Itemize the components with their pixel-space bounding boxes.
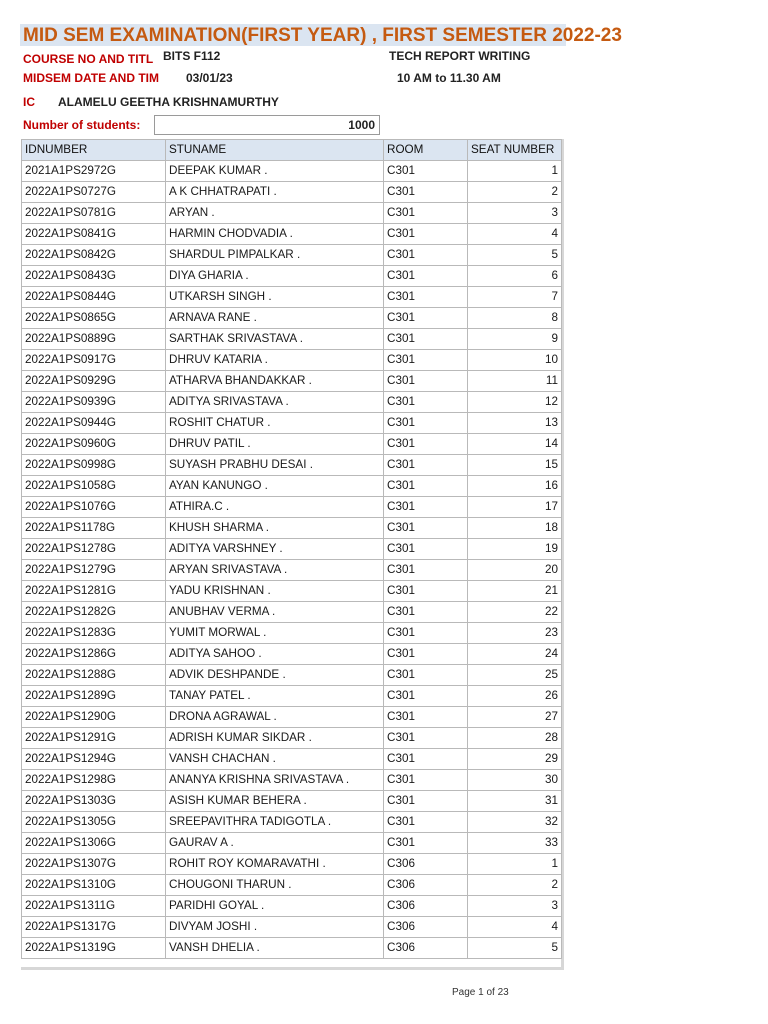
cell-seat-number: 25 bbox=[468, 665, 562, 686]
cell-seat-number: 14 bbox=[468, 434, 562, 455]
cell-stuname: DEEPAK KUMAR . bbox=[166, 161, 384, 182]
cell-idnumber: 2022A1PS0842G bbox=[22, 245, 166, 266]
cell-idnumber: 2021A1PS2972G bbox=[22, 161, 166, 182]
cell-room: C301 bbox=[384, 623, 468, 644]
cell-room: C301 bbox=[384, 203, 468, 224]
cell-seat-number: 11 bbox=[468, 371, 562, 392]
table-row bbox=[22, 182, 562, 203]
cell-room: C301 bbox=[384, 308, 468, 329]
cell-stuname: ANANYA KRISHNA SRIVASTAVA . bbox=[166, 770, 384, 791]
students-label: Number of students: bbox=[23, 118, 141, 132]
cell-stuname: ADITYA SAHOO . bbox=[166, 644, 384, 665]
cell-idnumber: 2022A1PS0917G bbox=[22, 350, 166, 371]
table-row bbox=[22, 308, 562, 329]
page-title: MID SEM EXAMINATION(FIRST YEAR) , FIRST SEMESTER 2022-23 bbox=[23, 25, 622, 46]
table-row bbox=[22, 749, 562, 770]
cell-room: C306 bbox=[384, 896, 468, 917]
cell-seat-number: 28 bbox=[468, 728, 562, 749]
cell-seat-number: 4 bbox=[468, 224, 562, 245]
exam-time: 10 AM to 11.30 AM bbox=[397, 71, 501, 85]
table-row bbox=[22, 644, 562, 665]
cell-stuname: AYAN KANUNGO . bbox=[166, 476, 384, 497]
cell-idnumber: 2022A1PS1278G bbox=[22, 539, 166, 560]
cell-room: C301 bbox=[384, 560, 468, 581]
table-row bbox=[22, 350, 562, 371]
cell-idnumber: 2022A1PS1289G bbox=[22, 686, 166, 707]
cell-room: C301 bbox=[384, 329, 468, 350]
cell-stuname: ADRISH KUMAR SIKDAR . bbox=[166, 728, 384, 749]
cell-stuname: CHOUGONI THARUN . bbox=[166, 875, 384, 896]
cell-room: C301 bbox=[384, 539, 468, 560]
students-count-box bbox=[154, 115, 380, 135]
cell-seat-number: 22 bbox=[468, 602, 562, 623]
table-row bbox=[22, 833, 562, 854]
table-row bbox=[22, 875, 562, 896]
cell-stuname: ATHIRA.C . bbox=[166, 497, 384, 518]
cell-idnumber: 2022A1PS0844G bbox=[22, 287, 166, 308]
cell-room: C301 bbox=[384, 350, 468, 371]
date-label: MIDSEM DATE AND TIM bbox=[23, 71, 159, 85]
table-row bbox=[22, 203, 562, 224]
cell-room: C301 bbox=[384, 182, 468, 203]
cell-seat-number: 1 bbox=[468, 161, 562, 182]
cell-idnumber: 2022A1PS0960G bbox=[22, 434, 166, 455]
cell-room: C301 bbox=[384, 833, 468, 854]
cell-idnumber: 2022A1PS0865G bbox=[22, 308, 166, 329]
cell-room: C306 bbox=[384, 875, 468, 896]
cell-idnumber: 2022A1PS1178G bbox=[22, 518, 166, 539]
cell-seat-number: 20 bbox=[468, 560, 562, 581]
ic-name: ALAMELU GEETHA KRISHNAMURTHY bbox=[58, 95, 279, 109]
cell-seat-number: 24 bbox=[468, 644, 562, 665]
cell-stuname: ARYAN SRIVASTAVA . bbox=[166, 560, 384, 581]
cell-idnumber: 2022A1PS0939G bbox=[22, 392, 166, 413]
cell-seat-number: 16 bbox=[468, 476, 562, 497]
cell-stuname: PARIDHI GOYAL . bbox=[166, 896, 384, 917]
cell-seat-number: 5 bbox=[468, 245, 562, 266]
students-count: 1000 bbox=[348, 118, 375, 132]
cell-idnumber: 2022A1PS0889G bbox=[22, 329, 166, 350]
cell-room: C301 bbox=[384, 224, 468, 245]
cell-stuname: ROHIT ROY KOMARAVATHI . bbox=[166, 854, 384, 875]
table-row bbox=[22, 623, 562, 644]
cell-idnumber: 2022A1PS1307G bbox=[22, 854, 166, 875]
table-row bbox=[22, 812, 562, 833]
cell-stuname: TANAY PATEL . bbox=[166, 686, 384, 707]
table-row bbox=[22, 917, 562, 938]
cell-idnumber: 2022A1PS1290G bbox=[22, 707, 166, 728]
cell-room: C306 bbox=[384, 917, 468, 938]
page-number: Page 1 of 23 bbox=[452, 987, 509, 998]
cell-room: C301 bbox=[384, 644, 468, 665]
cell-seat-number: 3 bbox=[468, 896, 562, 917]
cell-room: C301 bbox=[384, 602, 468, 623]
cell-stuname: ATHARVA BHANDAKKAR . bbox=[166, 371, 384, 392]
cell-stuname: ADITYA SRIVASTAVA . bbox=[166, 392, 384, 413]
cell-seat-number: 27 bbox=[468, 707, 562, 728]
table-row bbox=[22, 329, 562, 350]
cell-room: C301 bbox=[384, 371, 468, 392]
course-title: TECH REPORT WRITING bbox=[389, 49, 531, 63]
cell-idnumber: 2022A1PS1298G bbox=[22, 770, 166, 791]
table-row bbox=[22, 602, 562, 623]
cell-stuname: DHRUV PATIL . bbox=[166, 434, 384, 455]
cell-idnumber: 2022A1PS0998G bbox=[22, 455, 166, 476]
cell-stuname: YADU KRISHNAN . bbox=[166, 581, 384, 602]
cell-stuname: DRONA AGRAWAL . bbox=[166, 707, 384, 728]
table-row bbox=[22, 413, 562, 434]
cell-seat-number: 29 bbox=[468, 749, 562, 770]
cell-idnumber: 2022A1PS0781G bbox=[22, 203, 166, 224]
cell-room: C301 bbox=[384, 455, 468, 476]
table-row bbox=[22, 728, 562, 749]
cell-stuname: VANSH DHELIA . bbox=[166, 938, 384, 959]
column-header-room: ROOM bbox=[384, 140, 468, 161]
cell-seat-number: 12 bbox=[468, 392, 562, 413]
cell-idnumber: 2022A1PS1279G bbox=[22, 560, 166, 581]
table-row bbox=[22, 518, 562, 539]
table-row bbox=[22, 224, 562, 245]
course-label: COURSE NO AND TITL bbox=[23, 52, 154, 66]
cell-room: C301 bbox=[384, 581, 468, 602]
cell-stuname: KHUSH SHARMA . bbox=[166, 518, 384, 539]
cell-stuname: UTKARSH SINGH . bbox=[166, 287, 384, 308]
cell-seat-number: 33 bbox=[468, 833, 562, 854]
table-row bbox=[22, 392, 562, 413]
cell-stuname: A K CHHATRAPATI . bbox=[166, 182, 384, 203]
cell-seat-number: 3 bbox=[468, 203, 562, 224]
cell-stuname: DIYA GHARIA . bbox=[166, 266, 384, 287]
column-header-stuname: STUNAME bbox=[166, 140, 384, 161]
cell-room: C301 bbox=[384, 245, 468, 266]
table-row bbox=[22, 770, 562, 791]
cell-idnumber: 2022A1PS1306G bbox=[22, 833, 166, 854]
cell-seat-number: 32 bbox=[468, 812, 562, 833]
cell-stuname: ASISH KUMAR BEHERA . bbox=[166, 791, 384, 812]
cell-stuname: SUYASH PRABHU DESAI . bbox=[166, 455, 384, 476]
cell-stuname: DHRUV KATARIA . bbox=[166, 350, 384, 371]
cell-room: C301 bbox=[384, 266, 468, 287]
seating-table bbox=[21, 139, 562, 959]
cell-stuname: SREEPAVITHRA TADIGOTLA . bbox=[166, 812, 384, 833]
table-header-row bbox=[22, 140, 562, 161]
cell-stuname: VANSH CHACHAN . bbox=[166, 749, 384, 770]
cell-idnumber: 2022A1PS1303G bbox=[22, 791, 166, 812]
cell-idnumber: 2022A1PS1310G bbox=[22, 875, 166, 896]
cell-seat-number: 8 bbox=[468, 308, 562, 329]
table-row bbox=[22, 581, 562, 602]
column-header-idnumber: IDNUMBER bbox=[22, 140, 166, 161]
cell-idnumber: 2022A1PS1058G bbox=[22, 476, 166, 497]
ic-label: IC bbox=[23, 95, 35, 109]
table-row bbox=[22, 896, 562, 917]
cell-idnumber: 2022A1PS1281G bbox=[22, 581, 166, 602]
cell-idnumber: 2022A1PS1288G bbox=[22, 665, 166, 686]
cell-room: C301 bbox=[384, 770, 468, 791]
table-row bbox=[22, 854, 562, 875]
table-row bbox=[22, 665, 562, 686]
cell-seat-number: 26 bbox=[468, 686, 562, 707]
cell-room: C301 bbox=[384, 791, 468, 812]
cell-seat-number: 5 bbox=[468, 938, 562, 959]
cell-seat-number: 2 bbox=[468, 875, 562, 896]
table-row bbox=[22, 938, 562, 959]
cell-seat-number: 23 bbox=[468, 623, 562, 644]
column-header-seat-number: SEAT NUMBER bbox=[468, 140, 562, 161]
cell-idnumber: 2022A1PS1291G bbox=[22, 728, 166, 749]
cell-idnumber: 2022A1PS1294G bbox=[22, 749, 166, 770]
cell-stuname: SHARDUL PIMPALKAR . bbox=[166, 245, 384, 266]
table-row bbox=[22, 266, 562, 287]
cell-idnumber: 2022A1PS1317G bbox=[22, 917, 166, 938]
cell-room: C301 bbox=[384, 707, 468, 728]
cell-idnumber: 2022A1PS1283G bbox=[22, 623, 166, 644]
table-row bbox=[22, 476, 562, 497]
cell-seat-number: 7 bbox=[468, 287, 562, 308]
cell-room: C301 bbox=[384, 812, 468, 833]
cell-seat-number: 15 bbox=[468, 455, 562, 476]
cell-stuname: YUMIT MORWAL . bbox=[166, 623, 384, 644]
course-number: BITS F112 bbox=[163, 49, 221, 63]
cell-seat-number: 19 bbox=[468, 539, 562, 560]
cell-room: C301 bbox=[384, 665, 468, 686]
cell-stuname: ADVIK DESHPANDE . bbox=[166, 665, 384, 686]
cell-seat-number: 6 bbox=[468, 266, 562, 287]
cell-stuname: ROSHIT CHATUR . bbox=[166, 413, 384, 434]
cell-seat-number: 9 bbox=[468, 329, 562, 350]
cell-idnumber: 2022A1PS0727G bbox=[22, 182, 166, 203]
table-shadow-bottom bbox=[21, 967, 564, 970]
cell-idnumber: 2022A1PS0843G bbox=[22, 266, 166, 287]
table-row bbox=[22, 686, 562, 707]
cell-stuname: ARNAVA RANE . bbox=[166, 308, 384, 329]
cell-idnumber: 2022A1PS1286G bbox=[22, 644, 166, 665]
cell-seat-number: 17 bbox=[468, 497, 562, 518]
cell-idnumber: 2022A1PS1076G bbox=[22, 497, 166, 518]
cell-stuname: GAURAV A . bbox=[166, 833, 384, 854]
cell-room: C301 bbox=[384, 497, 468, 518]
cell-room: C306 bbox=[384, 938, 468, 959]
cell-seat-number: 30 bbox=[468, 770, 562, 791]
cell-seat-number: 31 bbox=[468, 791, 562, 812]
cell-seat-number: 4 bbox=[468, 917, 562, 938]
cell-idnumber: 2022A1PS0944G bbox=[22, 413, 166, 434]
cell-room: C301 bbox=[384, 434, 468, 455]
cell-idnumber: 2022A1PS1311G bbox=[22, 896, 166, 917]
cell-stuname: ANUBHAV VERMA . bbox=[166, 602, 384, 623]
cell-room: C301 bbox=[384, 728, 468, 749]
table-row bbox=[22, 791, 562, 812]
table-row bbox=[22, 455, 562, 476]
cell-seat-number: 1 bbox=[468, 854, 562, 875]
cell-seat-number: 2 bbox=[468, 182, 562, 203]
table-row bbox=[22, 287, 562, 308]
table-row bbox=[22, 245, 562, 266]
table-row bbox=[22, 707, 562, 728]
table-row bbox=[22, 560, 562, 581]
cell-room: C301 bbox=[384, 476, 468, 497]
table-row bbox=[22, 371, 562, 392]
cell-room: C301 bbox=[384, 686, 468, 707]
cell-room: C301 bbox=[384, 287, 468, 308]
cell-idnumber: 2022A1PS1305G bbox=[22, 812, 166, 833]
table-row bbox=[22, 161, 562, 182]
cell-stuname: ARYAN . bbox=[166, 203, 384, 224]
cell-idnumber: 2022A1PS1319G bbox=[22, 938, 166, 959]
exam-date: 03/01/23 bbox=[186, 71, 233, 85]
table-row bbox=[22, 497, 562, 518]
cell-seat-number: 18 bbox=[468, 518, 562, 539]
cell-room: C301 bbox=[384, 749, 468, 770]
cell-seat-number: 21 bbox=[468, 581, 562, 602]
cell-room: C306 bbox=[384, 854, 468, 875]
table-row bbox=[22, 539, 562, 560]
cell-stuname: DIVYAM JOSHI . bbox=[166, 917, 384, 938]
table-row bbox=[22, 434, 562, 455]
cell-room: C301 bbox=[384, 518, 468, 539]
cell-room: C301 bbox=[384, 413, 468, 434]
cell-idnumber: 2022A1PS1282G bbox=[22, 602, 166, 623]
cell-room: C301 bbox=[384, 161, 468, 182]
cell-idnumber: 2022A1PS0929G bbox=[22, 371, 166, 392]
cell-seat-number: 10 bbox=[468, 350, 562, 371]
cell-stuname: HARMIN CHODVADIA . bbox=[166, 224, 384, 245]
cell-stuname: SARTHAK SRIVASTAVA . bbox=[166, 329, 384, 350]
cell-stuname: ADITYA VARSHNEY . bbox=[166, 539, 384, 560]
cell-seat-number: 13 bbox=[468, 413, 562, 434]
cell-idnumber: 2022A1PS0841G bbox=[22, 224, 166, 245]
cell-room: C301 bbox=[384, 392, 468, 413]
